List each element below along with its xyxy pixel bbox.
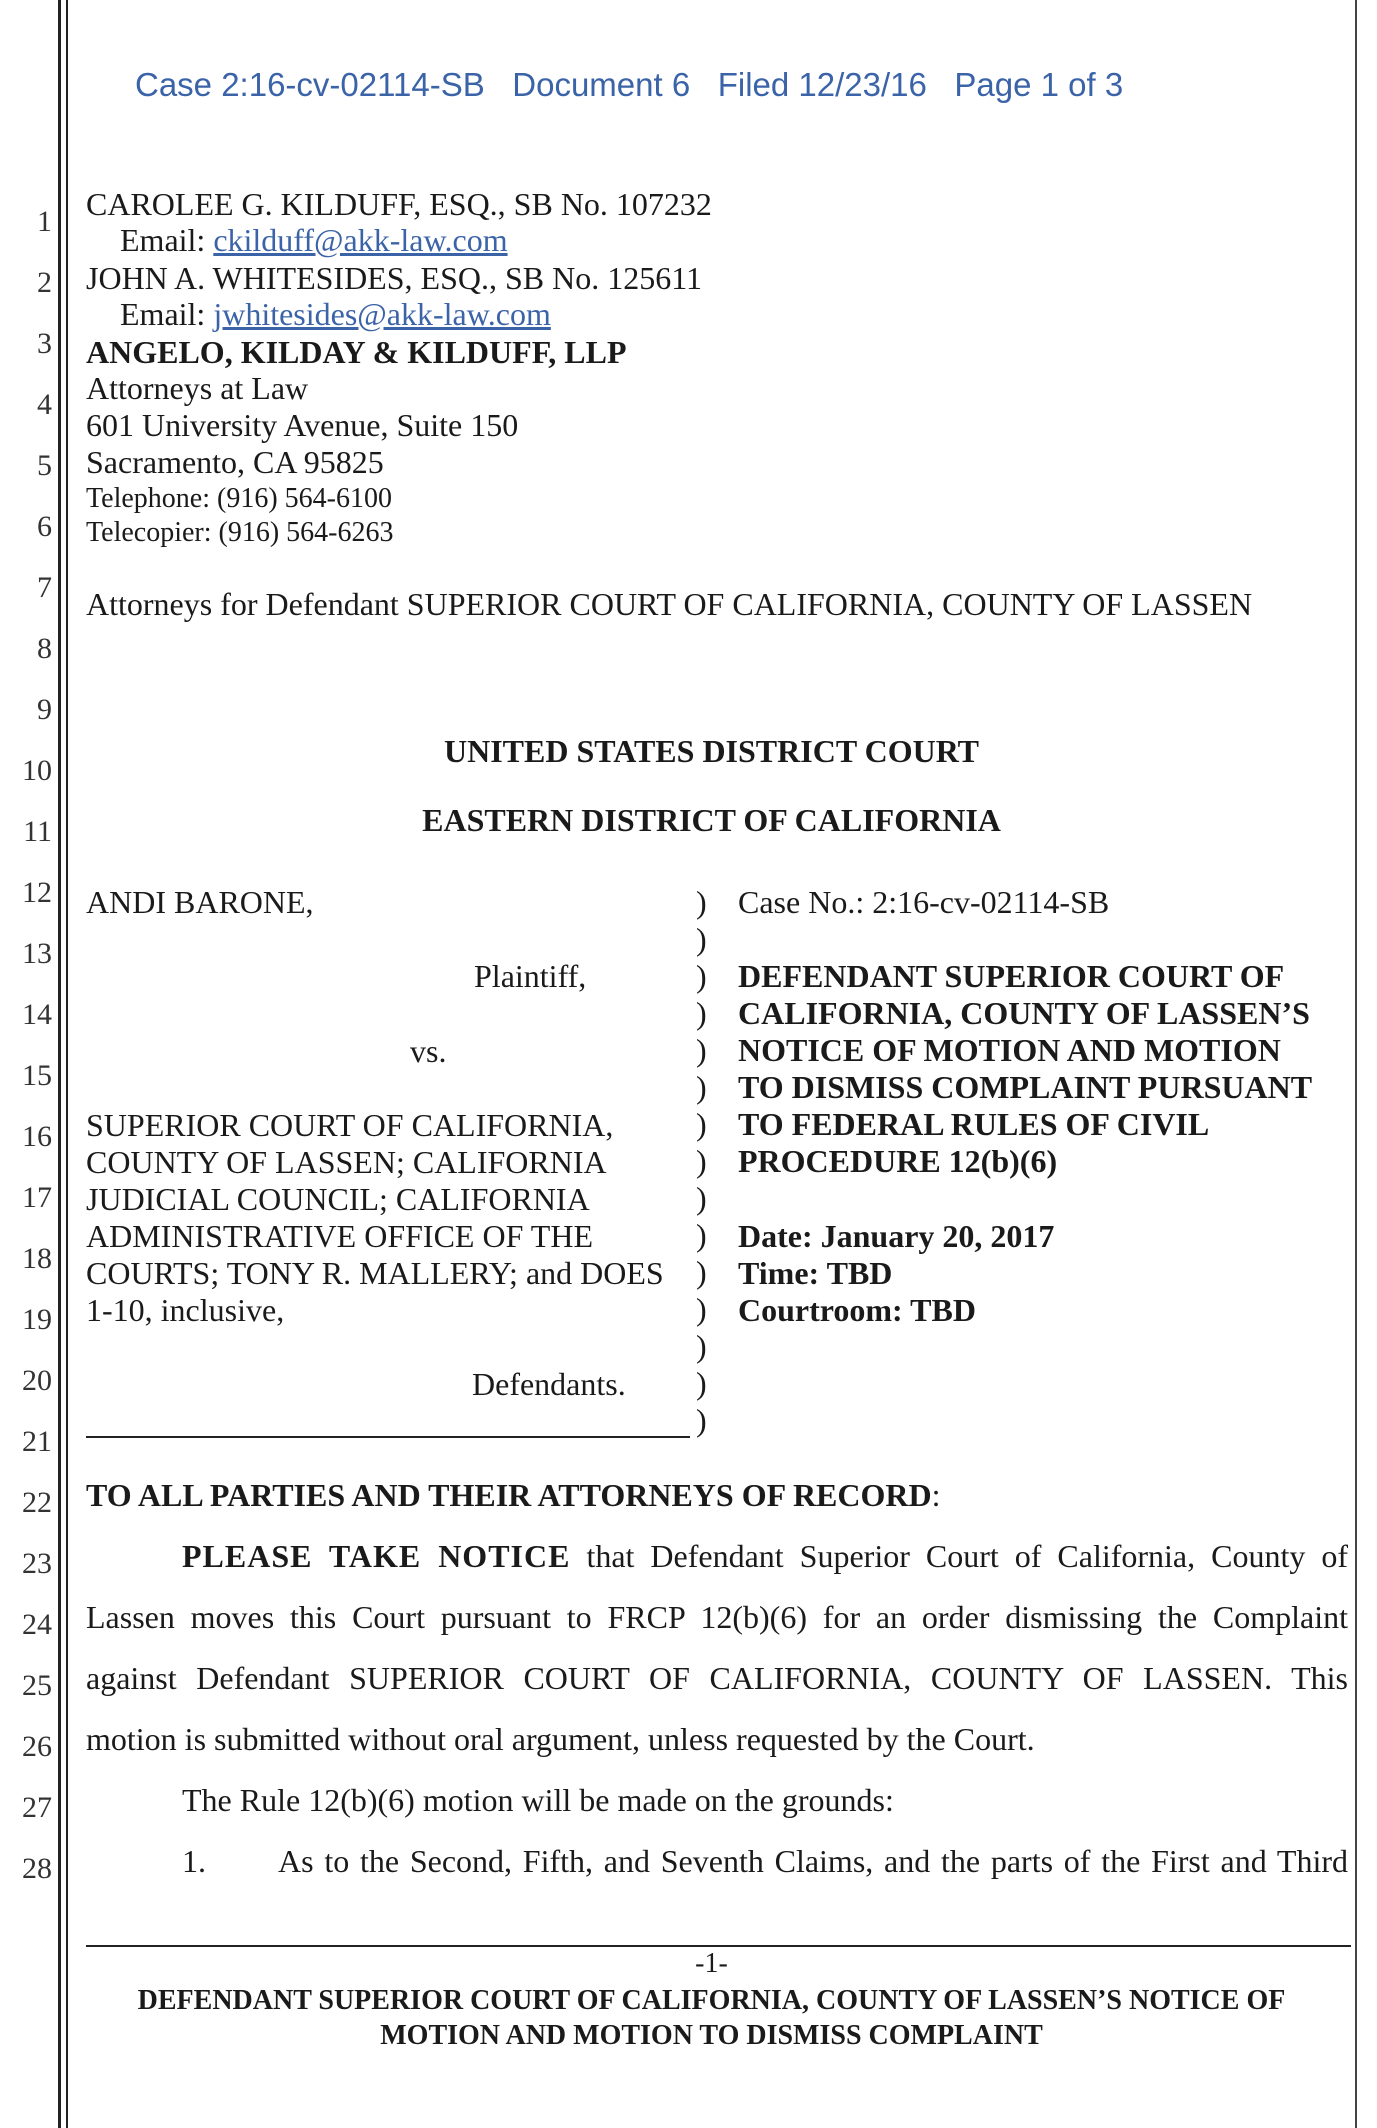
paren: ) [696, 1365, 707, 1401]
hearing-time: Time: TBD [738, 1255, 893, 1291]
line-number: 21 [22, 1425, 52, 1458]
paren: ) [696, 921, 707, 957]
address-line-2: Sacramento, CA 95825 [86, 444, 384, 480]
motion-title-line: CALIFORNIA, COUNTY OF LASSEN’S [738, 995, 1310, 1031]
telecopier: Telecopier: (916) 564-6263 [86, 517, 394, 548]
grounds-intro: The Rule 12(b)(6) motion will be made on the grounds: [182, 1782, 894, 1818]
footer-rule [86, 1945, 1351, 1947]
line-number: 28 [22, 1852, 52, 1885]
defendants-line: 1-10, inclusive, [86, 1292, 285, 1328]
line-number: 23 [22, 1547, 52, 1580]
footer-title-line-1: DEFENDANT SUPERIOR COURT OF CALIFORNIA, COUNTY OF LASSEN’S NOTICE OF [137, 1985, 1286, 2016]
item-number: 1. [182, 1843, 206, 1879]
line-number: 6 [37, 510, 52, 543]
paren: ) [696, 884, 707, 920]
paren: ) [696, 995, 707, 1031]
motion-title-line: DEFENDANT SUPERIOR COURT OF [738, 958, 1285, 994]
line-number: 17 [22, 1181, 52, 1214]
left-margin-rule-inner [66, 0, 68, 2128]
line-number: 7 [37, 571, 52, 604]
attorneys-for: Attorneys for Defendant SUPERIOR COURT OF CALIFORNIA, COUNTY OF LASSEN [86, 586, 1253, 622]
header-page: Page 1 of 3 [954, 66, 1124, 103]
attorney-2: JOHN A. WHITESIDES, ESQ., SB No. 125611 [86, 260, 703, 296]
to-all-parties [86, 1477, 941, 1514]
line-number: 4 [37, 388, 52, 421]
attorney-1: CAROLEE G. KILDUFF, ESQ., SB No. 107232 [86, 186, 712, 222]
line-number: 24 [22, 1608, 52, 1641]
attorney-1-email-row [120, 222, 508, 259]
email-link-1[interactable]: ckilduff@akk-law.com [213, 222, 508, 258]
paren: ) [696, 1180, 707, 1216]
line-number: 20 [22, 1364, 52, 1397]
header-case: Case 2:16-cv-02114-SB [135, 66, 485, 103]
plaintiff-name: ANDI BARONE, [86, 884, 314, 920]
body-line: against Defendant SUPERIOR COURT OF CALIFORNIA, COUNTY OF LASSEN. This [86, 1660, 1348, 1696]
telephone: Telephone: (916) 564-6100 [86, 483, 392, 514]
court-district: EASTERN DISTRICT OF CALIFORNIA [422, 802, 1001, 838]
line-number: 19 [22, 1303, 52, 1336]
to-all-parties-colon: : [931, 1477, 941, 1513]
footer-page-number: -1- [695, 1948, 728, 1979]
motion-title-line: TO FEDERAL RULES OF CIVIL [738, 1106, 1210, 1142]
body-line: motion is submitted without oral argument, unless requested by the Court. [86, 1721, 1035, 1757]
line-number: 26 [22, 1730, 52, 1763]
defendants-line: COURTS; TONY R. MALLERY; and DOES [86, 1255, 664, 1291]
attorneys-at-law: Attorneys at Law [86, 370, 309, 406]
line-number: 11 [23, 815, 52, 848]
line-number: 27 [22, 1791, 52, 1824]
line-number: 1 [37, 205, 52, 238]
paren: ) [696, 1069, 707, 1105]
paren: ) [696, 1291, 707, 1327]
defendants-line: SUPERIOR COURT OF CALIFORNIA, [86, 1107, 614, 1143]
line-number: 22 [22, 1486, 52, 1519]
line-number: 3 [37, 327, 52, 360]
paren: ) [696, 1217, 707, 1253]
hearing-date: Date: January 20, 2017 [738, 1218, 1055, 1254]
to-all-parties-text: TO ALL PARTIES AND THEIR ATTORNEYS OF RECORD [86, 1477, 932, 1513]
defendants-line: JUDICIAL COUNCIL; CALIFORNIA [86, 1181, 590, 1217]
body-line-1-rest: that Defendant Superior Court of California, County of [570, 1538, 1349, 1574]
line-number: 12 [22, 876, 52, 909]
paren: ) [696, 1328, 707, 1364]
motion-title-line: PROCEDURE 12(b)(6) [738, 1143, 1058, 1179]
line-number: 14 [22, 998, 52, 1031]
plaintiff-label: Plaintiff, [474, 958, 587, 994]
caption-underline [86, 1436, 690, 1438]
line-number: 18 [22, 1242, 52, 1275]
address-line-1: 601 University Avenue, Suite 150 [86, 407, 519, 443]
body-line [182, 1538, 1348, 1575]
hearing-courtroom: Courtroom: TBD [738, 1292, 976, 1328]
firm-name: ANGELO, KILDAY & KILDUFF, LLP [86, 334, 627, 370]
header-document: Document 6 [512, 66, 691, 103]
filing-header [135, 66, 1123, 104]
line-number: 15 [22, 1059, 52, 1092]
motion-title-line: NOTICE OF MOTION AND MOTION [738, 1032, 1281, 1068]
defendants-label: Defendants. [472, 1366, 626, 1402]
line-number: 10 [22, 754, 52, 787]
line-number: 2 [37, 266, 52, 299]
line-number: 8 [37, 632, 52, 665]
defendants-line: ADMINISTRATIVE OFFICE OF THE [86, 1218, 593, 1254]
case-number: Case No.: 2:16-cv-02114-SB [738, 884, 1110, 920]
paren: ) [696, 1402, 707, 1438]
paren: ) [696, 1106, 707, 1142]
line-number: 5 [37, 449, 52, 482]
line-number: 25 [22, 1669, 52, 1702]
motion-title-line: TO DISMISS COMPLAINT PURSUANT [738, 1069, 1313, 1105]
header-filed: Filed 12/23/16 [717, 66, 927, 103]
body-line: Lassen moves this Court pursuant to FRCP 12(b)(6) for an order dismissing the Complaint [86, 1599, 1348, 1635]
please-take-notice: PLEASE TAKE NOTICE [182, 1538, 571, 1574]
line-number: 13 [22, 937, 52, 970]
footer-title-line-2: MOTION AND MOTION TO DISMISS COMPLAINT [380, 2020, 1043, 2051]
attorney-2-email-row [120, 296, 551, 333]
right-margin-rule [1355, 0, 1357, 2128]
defendants-line: COUNTY OF LASSEN; CALIFORNIA [86, 1144, 607, 1180]
paren: ) [696, 958, 707, 994]
email-label: Email: [120, 222, 206, 258]
paren: ) [696, 1032, 707, 1068]
line-number: 16 [22, 1120, 52, 1153]
court-name: UNITED STATES DISTRICT COURT [443, 733, 980, 769]
paren: ) [696, 1143, 707, 1179]
left-margin-rule [58, 0, 61, 2128]
line-number: 9 [37, 693, 52, 726]
email-label: Email: [120, 296, 206, 332]
versus: vs. [410, 1033, 447, 1069]
email-link-2[interactable]: jwhitesides@akk-law.com [213, 296, 551, 332]
paren: ) [696, 1254, 707, 1290]
item-1-text: As to the Second, Fifth, and Seventh Claims, and the parts of the First and Third [278, 1843, 1348, 1879]
